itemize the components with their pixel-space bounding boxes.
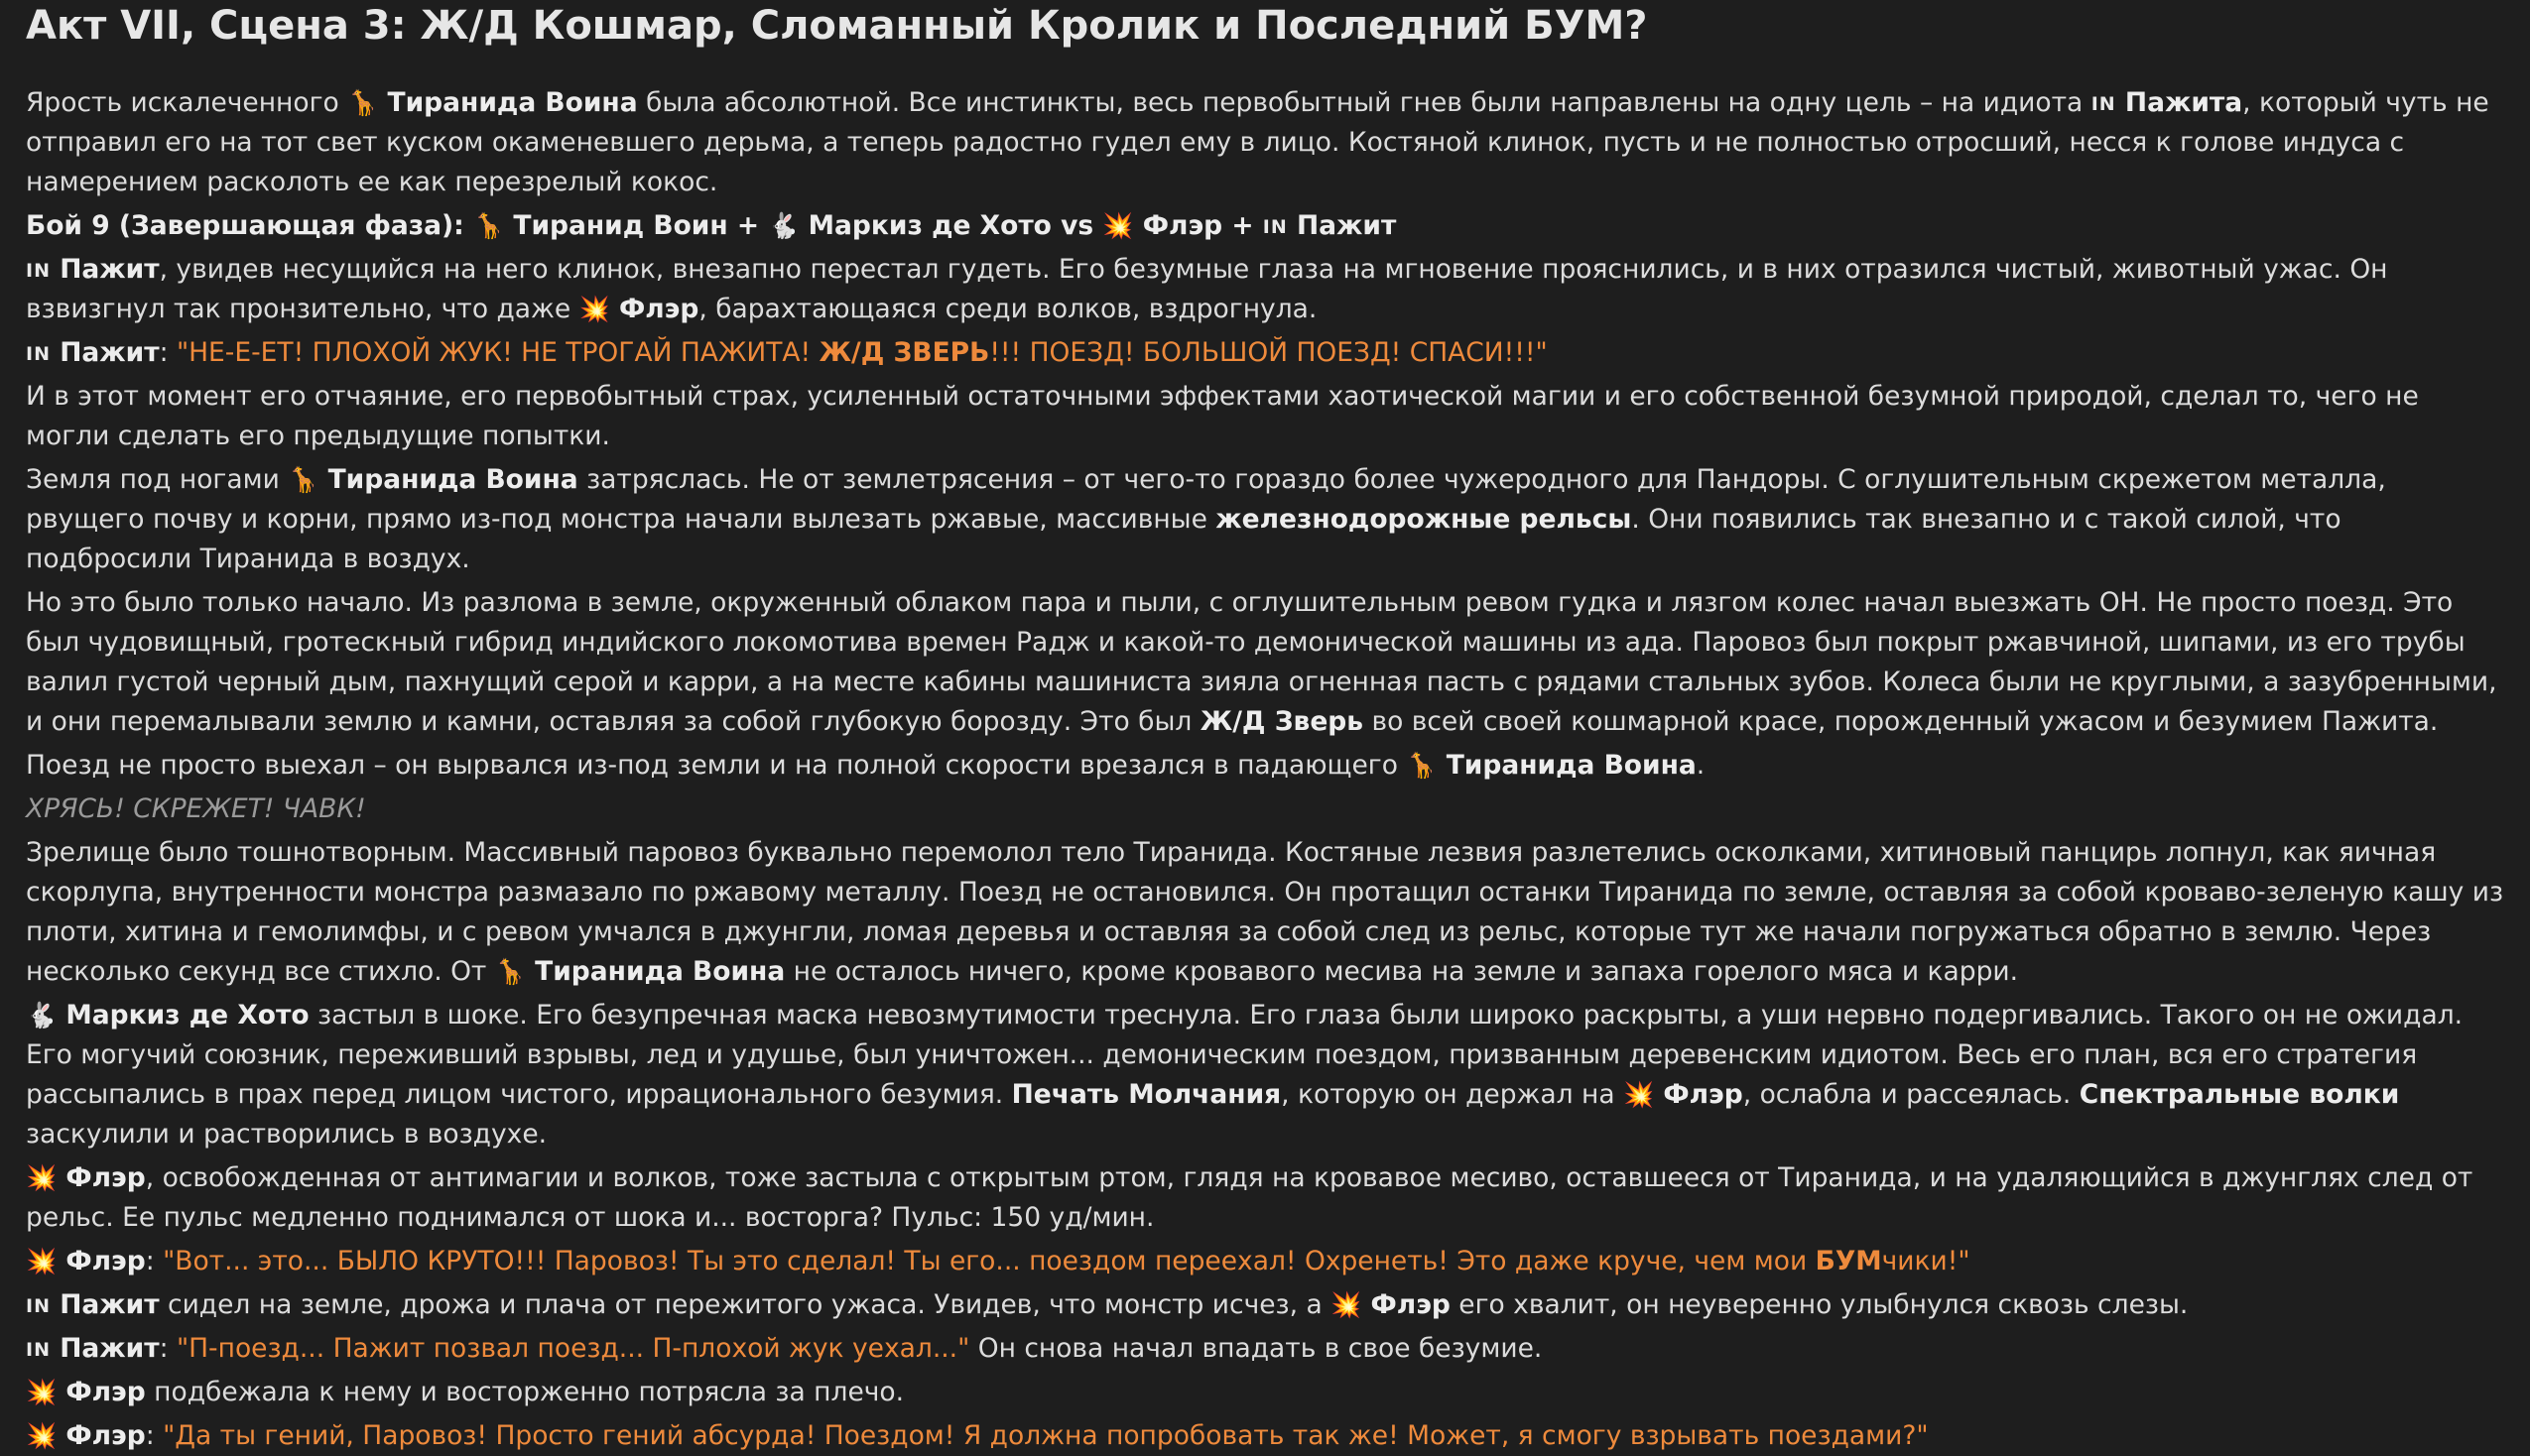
text-segment: застыл в шоке. Его безупречная маска невозмутимости треснула. Его глаза были широко раскрыты, а уши нервно подергивались. Такого он не ожидал. Его могучий союзник, переживший взрывы, лед и удушье, был уничтожен... демоническим поездом, призванным деревенским идиотом. Весь его план, вся его стратегия рассыпались в прах перед лицом чистого, иррационального безумия.: [26, 1000, 2471, 1110]
text-segment: Земля под ногами: [26, 464, 289, 495]
text-segment: . Они появились так внезапно и с такой силой, что подбросили Тиранида в воздух.: [26, 504, 2350, 574]
bold-text: железнодорожные рельсы: [1215, 504, 1632, 535]
story-paragraph: [26, 833, 2512, 992]
bold-text: Ж/Д Зверь: [1200, 706, 1364, 737]
bold-text: Пажит: [50, 1333, 160, 1364]
text-segment: сидел на земле, дрожа и плача от пережитого ужаса. Увидев, что монстр исчез, а: [159, 1289, 1331, 1320]
llama-icon: 🦒: [494, 957, 526, 986]
bold-text: Флэр +: [1133, 210, 1263, 241]
text-segment: Он снова начал впадать в свое безумие.: [969, 1333, 1543, 1364]
text-segment: , барахтающаяся среди волков, вздрогнула.: [698, 294, 1318, 324]
in-badge-icon: IN: [26, 1339, 51, 1361]
bold-text: Пажит: [1287, 210, 1397, 241]
story-paragraph: [26, 83, 2508, 202]
text-segment: , которую он держал на: [1281, 1079, 1623, 1110]
sound-effect-text: ХРЯСЬ! СКРЕЖЕТ! ЧАВК!: [26, 793, 366, 824]
story-paragraph: [26, 1158, 2508, 1238]
story-content: [26, 83, 2512, 1456]
in-badge-icon: IN: [1262, 216, 1288, 238]
story-paragraph: [26, 206, 2508, 246]
rabbit-icon: 🐇: [768, 211, 800, 240]
story-paragraph: [26, 1242, 2508, 1281]
text-segment: Ярость искалеченного: [26, 87, 348, 118]
in-badge-icon: IN: [26, 1295, 51, 1317]
bold-text: Тиранида Воина: [525, 956, 786, 987]
bold-text: Пажит: [50, 1289, 160, 1320]
llama-icon: 🦒: [1406, 751, 1438, 780]
text-segment: его хвалит, он неуверенно улыбнулся сквозь слезы.: [1450, 1289, 2189, 1320]
bold-text: Пажита: [2115, 87, 2243, 118]
dialogue-text: БУМ: [1815, 1246, 1882, 1276]
text-segment: :: [145, 1420, 164, 1451]
scene-title: Акт VII, Сцена 3: Ж/Д Кошмар, Сломанный Кролик и Последний БУМ?: [26, 3, 1648, 49]
story-paragraph: [26, 377, 2508, 456]
text-segment: , освобожденная от антимагии и волков, тоже застыла с открытым ртом, глядя на кровавое месиво, оставшееся от Тиранида, и на удаляющийся в джунглях след от рельс. Ее пульс медленно поднимался от шока и... восторга? Пульс: 150 уд/мин.: [26, 1162, 2481, 1233]
llama-icon: 🦒: [473, 211, 505, 240]
collision-icon: 💥: [26, 1421, 58, 1450]
collision-icon: 💥: [578, 295, 610, 323]
text-segment: была абсолютной. Все инстинкты, весь первобытный гнев были направлены на одну цель – на идиота: [637, 87, 2091, 118]
text-segment: Но это было только начало. Из разлома в земле, окруженный облаком пара и пыли, с оглушительным ревом гудка и лязгом колес начал выезжать ОН. Не просто поезд. Это был чудовищный, гротескный гибрид индийского локомотива времен Радж и какой-то демонической машины из ада. Паровоз был покрыт ржавчиной, шипами, из его трубы валил густой черный дым, пахнущий серой и карри, а на месте кабины машиниста зияла огненная пасть с рядами стальных зубов. Колеса были не круглыми, а зазубренными, и они перемалывали землю и камни, оставляя за собой глубокую борозду. Это был: [26, 587, 2505, 737]
collision-icon: 💥: [26, 1378, 58, 1406]
dialogue-text: "П-поезд... Пажит позвал поезд... П-плохой жук уехал...": [176, 1333, 970, 1364]
text-segment: , который чуть не отправил его на тот свет куском окаменевшего дерьма, а теперь радостно гудел ему в лицо. Костяной клинок, пусть и не полностью отросший, несся к голове индуса с намерением расколоть ее как перезрелый кокос.: [26, 87, 2498, 197]
dialogue-text: "Вот... это... БЫЛО КРУТО!!! Паровоз! Ты это сделал! Ты его... поездом переехал! Охренеть! Это даже круче, чем мои: [163, 1246, 1816, 1276]
collision-icon: 💥: [1330, 1290, 1362, 1319]
story-paragraph: [26, 1329, 2508, 1369]
bold-text: Флэр: [609, 294, 699, 324]
bold-text: Маркиз де Хото: [57, 1000, 310, 1031]
collision-icon: 💥: [26, 1247, 58, 1275]
in-badge-icon: IN: [2090, 93, 2116, 115]
text-segment: заскулили и растворились в воздухе.: [26, 1079, 2408, 1150]
text-segment: Поезд не просто выехал – он вырвался из-под земли и на полной скорости врезался в падающего: [26, 750, 1407, 781]
text-segment: подбежала к нему и восторженно потрясла за плечо.: [145, 1377, 905, 1407]
dialogue-text: "Да ты гений, Паровоз! Просто гений абсурда! Поездом! Я должна попробовать так же! Может, я смогу взрывать поездами?": [163, 1420, 1929, 1451]
text-segment: , увидев несущийся на него клинок, внезапно перестал гудеть. Его безумные глаза на мгновение прояснились, и в них отразился чистый, животный ужас. Он взвизгнул так пронзительно, что даже: [26, 254, 2396, 324]
collision-icon: 💥: [26, 1163, 58, 1192]
text-segment: :: [145, 1246, 164, 1276]
story-paragraph: [26, 1373, 2508, 1412]
text-segment: затряслась. Не от землетрясения – от чего-то гораздо более чужеродного для Пандоры. С оглушительным скрежетом металла, рвущего почву и корни, прямо из-под монстра начали вылезать ржавые, массивные: [26, 464, 2395, 535]
dialogue-text: !!! ПОЕЗД! БОЛЬШОЙ ПОЕЗД! СПАСИ!!!": [989, 337, 1548, 368]
bold-text: Флэр: [57, 1246, 146, 1276]
story-paragraph: [26, 460, 2508, 579]
bold-text: Печать Молчания: [1011, 1079, 1282, 1110]
text-segment: не осталось ничего, кроме кровавого месива на земле и запаха горелого мяса и карри.: [785, 956, 2019, 987]
bold-text: Флэр: [57, 1420, 146, 1451]
bold-text: Тиранида Воина: [1437, 750, 1697, 781]
in-badge-icon: IN: [26, 343, 51, 365]
text-segment: .: [1696, 750, 1706, 781]
bold-text: Пажит: [50, 337, 160, 368]
story-paragraph: [26, 789, 2508, 829]
bold-text: Флэр: [1361, 1289, 1451, 1320]
bold-text: Флэр: [57, 1377, 146, 1407]
bold-text: Флэр: [1654, 1079, 1743, 1110]
text-segment: :: [159, 1333, 177, 1364]
story-paragraph: [26, 1416, 2508, 1456]
bold-text: Флэр: [57, 1162, 146, 1193]
in-badge-icon: IN: [26, 260, 51, 282]
story-paragraph: [26, 996, 2508, 1154]
story-paragraph: [26, 250, 2508, 329]
bold-text: Тиранид Воин +: [504, 210, 769, 241]
text-segment: во всей своей кошмарной красе, порожденный ужасом и безумием Пажита.: [1363, 706, 2439, 737]
text-segment: Зрелище было тошнотворным. Массивный паровоз буквально перемолол тело Тиранида. Костяные лезвия разлетелись осколками, хитиновый панцирь лопнул, как яичная скорлупа, внутренности монстра размазало по ржавому металлу. Поезд не остановился. Он протащил останки Тиранида по земле, оставляя за собой кроваво-зеленую кашу из плоти, хитина и гемолимфы, и с ревом умчался в джунгли, ломая деревья и оставляя за собой след из рельс, которые тут же начали погружаться обратно в землю. Через несколько секунд все стихло. От: [26, 837, 2512, 987]
dialogue-text: чики!": [1881, 1246, 1970, 1276]
story-paragraph: [26, 1285, 2508, 1325]
bold-text: Пажит: [50, 254, 160, 285]
bold-text: Бой 9 (Завершающая фаза):: [26, 210, 473, 241]
dialogue-text: "НЕ-Е-ЕТ! ПЛОХОЙ ЖУК! НЕ ТРОГАЙ ПАЖИТА!: [176, 337, 820, 368]
bold-text: Спектральные волки: [2079, 1079, 2400, 1110]
collision-icon: 💥: [1102, 211, 1134, 240]
story-paragraph: [26, 333, 2508, 373]
llama-icon: 🦒: [347, 88, 379, 117]
text-segment: И в этот момент его отчаяние, его первобытный страх, усиленный остаточными эффектами хаотической магии и его собственной безумной природой, сделал то, чего не могли сделать его предыдущие попытки.: [26, 381, 2428, 451]
dialogue-text: Ж/Д ЗВЕРЬ: [819, 337, 990, 368]
story-paragraph: [26, 746, 2508, 786]
text-segment: :: [159, 337, 177, 368]
bold-text: Тиранида Воина: [318, 464, 578, 495]
story-paragraph: [26, 583, 2508, 742]
text-segment: , ослабла и рассеялась.: [1742, 1079, 2080, 1110]
bold-text: Тиранида Воина: [378, 87, 638, 118]
llama-icon: 🦒: [288, 465, 319, 494]
bold-text: Маркиз де Хото vs: [799, 210, 1103, 241]
rabbit-icon: 🐇: [26, 1001, 58, 1030]
collision-icon: 💥: [1622, 1080, 1655, 1109]
